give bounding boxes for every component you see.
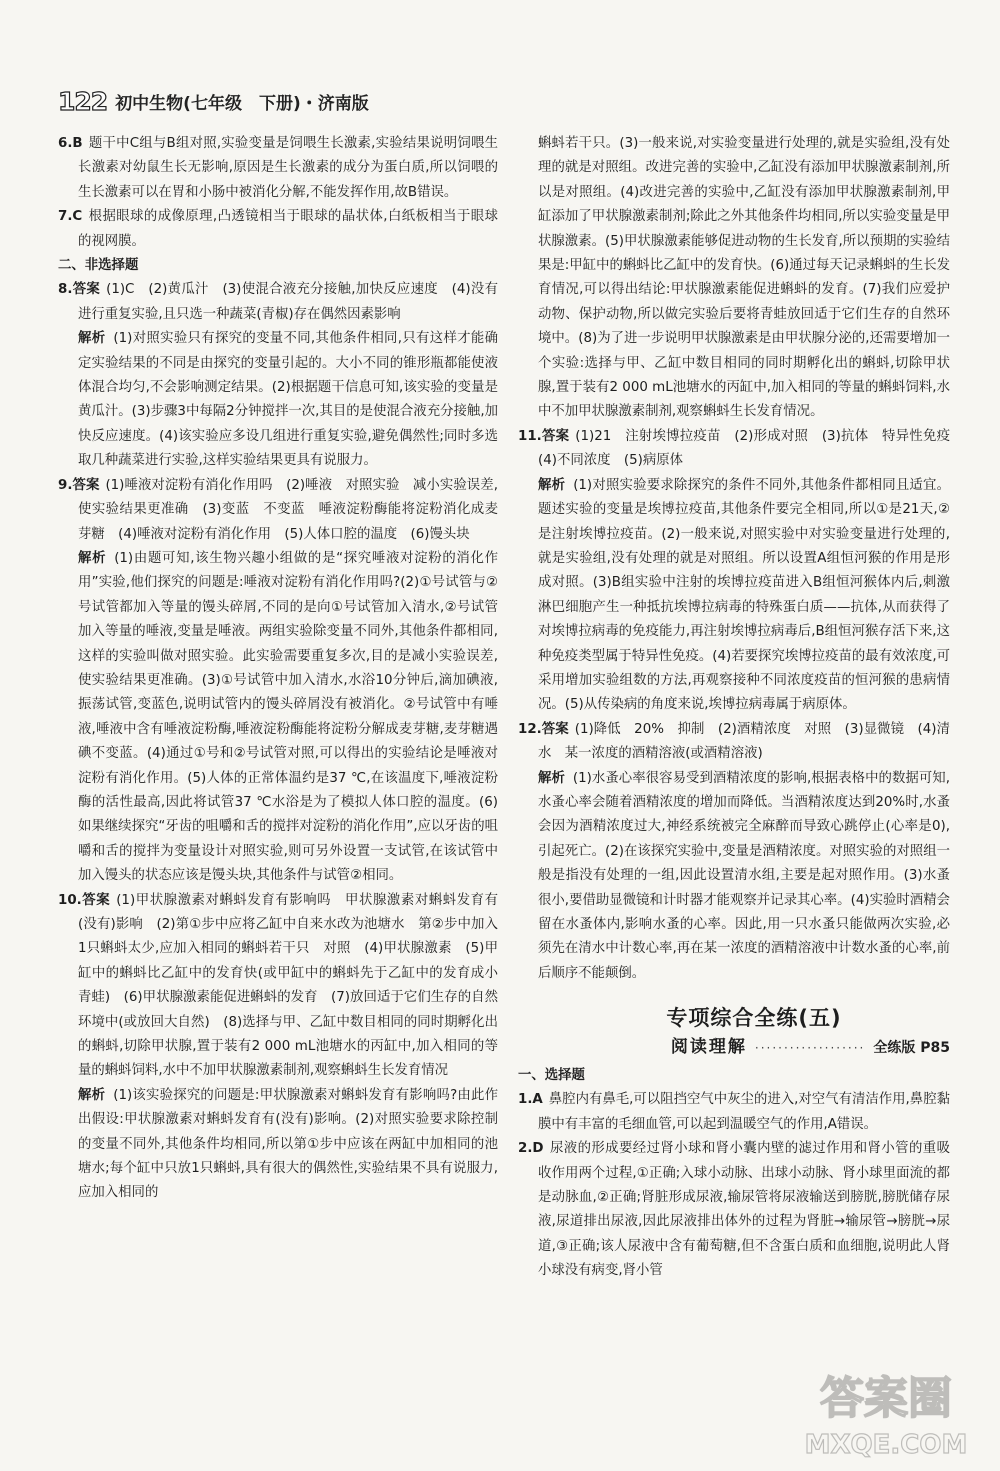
section-heading-1: 一、选择题 (518, 1068, 585, 1084)
watermark-logo (786, 1355, 986, 1465)
question-12-analysis-text: (1)水蚤心率很容易受到酒精浓度的影响,根据表格中的数据可知,水蚤心率会随着酒精浓度的增加而降低。当酒精浓度达到20%时,水蚤会因为酒精浓度过大,神经系统被完全麻醉而导致心跳停止(心率是0),引起死亡。(2)在该探究实验中,变量是酒精浓度。对照实验的对照组一般是指没有处理的一组,因此设置清水组,主要是起对照作用。(3)水蚤很小,要借助显微镜和计时器才能观察并记录其心率。(4)实验时酒精会留在水蚤体内,影响水蚤的心率。因此,用一只水蚤只能做两次实验,必须先在清水中计数心率,再在某一浓度的酒精溶液中计数水蚤的心率,前后顺序不能颠倒。 (538, 770, 950, 981)
question-8-answer-text: (1)C (2)黄瓜汁 (3)使混合液充分接触,加快反应速度 (4)没有进行重复实验,且只选一种蔬菜(青椒)存在偶然因素影响 (78, 282, 498, 322)
section-heading-2: 二、非选择题 (58, 258, 139, 274)
question-10-analysis-text: (1)该实验探究的问题是:甲状腺激素对蝌蚪发育有影响吗?由此作出假设:甲状腺激素对蝌蚪发育有(没有)影响。(2)对照实验要求除控制的变量不同外,其他条件均相同,所以第①步中应该在两缸中加相同的池塘水;每个缸中只放1只蝌蚪,具有很大的偶然性,实验结果不具有说服力,应加入相同的 (78, 1087, 498, 1201)
book-title: 初中生物(七年级 下册)・济南版 (115, 93, 369, 114)
question-8-analysis (58, 327, 498, 473)
question-11-answer-text: (1)21 注射埃博拉疫苗 (2)形成对照 (3)抗体 特异性免疫 (4)不同浓度 (5)病原体 (538, 428, 964, 469)
question-8-analysis-text: (1)对照实验只有探究的变量不同,其他条件相同,只有这样才能确定实验结果的不同是由探究的变量引起的。大小不同的锥形瓶都能使液体混合均匀,不会影响测定结果。(2)根据题干信息可知,该实验的变量是黄瓜汁。(3)步骤3中每隔2分钟搅拌一次,其目的是使混合液充分接触,加快反应速度。(4)该实验应多设几组进行重复实验,避免偶然性;同时多选取几种蔬菜进行实验,这样实验结果更具有说服力。 (78, 331, 498, 469)
special-question-2-text: 尿液的形成要经过肾小球和肾小囊内壁的滤过作用和肾小管的重吸收作用两个过程,①正确;入球小动脉、出球小动脉、肾小球里面流的都是动脉血,②正确;肾脏形成尿液,输尿管将尿液输送到膀胱,膀胱储存尿液,尿道排出尿液,因此尿液排出体外的过程为肾脏→输尿管→膀胱→尿道,③正确;该人尿液中含有葡萄糖,但不含蛋白质和血细胞,说明此人肾小球没有病变,肾小管 (538, 1141, 950, 1279)
question-12-label: 12.答案 (518, 721, 569, 737)
special-question-1-label: 1.A (518, 1092, 543, 1108)
question-10-analysis-continued: 蝌蚪若干只。(3)一般来说,对实验变量进行处理的,就是实验组,没有处理的就是对照组。改进完善的实验中,乙缸没有添加甲状腺激素制剂,所以是对照组。(4)改进完善的实验中,乙缸没有添加甲状腺激素制剂,甲缸添加了甲状腺激素制剂;除此之外其他条件均相同,所以实验变量是甲状腺激素。(5)甲状腺激素能够促进动物的生长发育,所以预期的实验结果是:甲缸中的蝌蚪比乙缸中的发育快。(6)通过每天记录蝌蚪的生长发育情况,可以得出结论:甲状腺激素能促进蝌蚪的发育。(7)我们应爱护动物、保护动物,所以做完实验后要将青蛙放回适于它们生存的自然环境中。(8)为了进一步说明甲状腺激素是由甲状腺分泌的,还需要增加一个实验:选择与甲、乙缸中数目相同的同时期孵化出的蝌蚪,切除甲状腺,置于装有2 000 mL池塘水的丙缸中,加入相同的等量的蝌蚪饲料,水中不加甲状腺激素制剂,观察蝌蚪生长发育情况。 (538, 136, 950, 420)
question-7-text: 根据眼球的成像原理,凸透镜相当于眼球的晶状体,白纸板相当于眼球的视网膜。 (78, 209, 498, 249)
question-9-label: 9.答案 (58, 477, 100, 493)
question-11-analysis-label: 解析 (538, 477, 566, 493)
question-11-answer (518, 425, 964, 474)
page-reference: 全练版 P85 (873, 1039, 950, 1056)
special-question-1-text: 鼻腔内有鼻毛,可以阻挡空气中灰尘的进入,对空气有清洁作用,鼻腔黏膜中有丰富的毛细血管,可以起到温暖空气的作用,A错误。 (538, 1092, 950, 1132)
watermark-line-2: MXQE.COM (804, 1430, 968, 1460)
question-12-answer-text: (1)降低 20% 抑制 (2)酒精浓度 对照 (3)显微镜 (4)清水 某一浓度的酒精溶液(或酒精溶液) (538, 721, 950, 762)
question-10-analysis-label: 解析 (78, 1087, 106, 1103)
question-8-analysis-label: 解析 (78, 331, 106, 347)
question-11-analysis-text: (1)对照实验要求除探究的条件不同外,其他条件都相同且适宜。题述实验的变量是埃博拉疫苗,其他条件要完全相同,所以①是21天,②是注射埃博拉疫苗。(2)一般来说,对照实验中对实验变量进行处理的,就是实验组,没有处理的就是对照组。所以设置A组恒河猴的作用是形成对照。(3)B组实验中注射的埃博拉疫苗进入B组恒河猴体内后,刺激淋巴细胞产生一种抵抗埃博拉病毒的特殊蛋白质——抗体,从而获得了对埃博拉病毒的免疫能力,再注射埃博拉病毒后,B组恒河猴存活下来,这种免疫类型属于特异性免疫。(4)若要探究埃博拉疫苗的最有效浓度,可采用增加实验组数的方法,再观察接种不同浓度疫苗的恒河猴的患病情况。(5)从传染病的角度来说,埃博拉病毒属于病原体。 (538, 477, 950, 713)
question-10-label: 10.答案 (58, 892, 111, 908)
question-10-analysis (58, 1084, 498, 1206)
page-number: 122 (58, 86, 108, 116)
question-7-label: 7.C (58, 209, 83, 225)
question-12-analysis-label: 解析 (538, 770, 565, 786)
question-6 (58, 132, 498, 205)
question-12-answer (518, 718, 950, 767)
special-question-2 (518, 1137, 950, 1283)
left-column (58, 132, 498, 1206)
special-question-1 (518, 1088, 950, 1137)
page-header (58, 84, 369, 118)
leader-dots: ··················· (754, 1040, 866, 1055)
special-question-2-label: 2.D (518, 1141, 544, 1157)
question-11-label: 11.答案 (518, 428, 570, 444)
question-8-label: 8.答案 (58, 282, 101, 298)
question-12-analysis (518, 767, 950, 987)
question-9-analysis (58, 547, 498, 889)
reading-heading-row (518, 1035, 950, 1060)
question-10-answer-text: (1)甲状腺激素对蝌蚪发育有影响吗 甲状腺激素对蝌蚪发育有(没有)影响 (2)第①步中应将乙缸中自来水改为池塘水 第②步中加入1只蝌蚪太少,应加入相同的蝌蚪若干只 对照 (4)甲状腺激素 (5)甲缸中的蝌蚪比乙缸中的发育快(或甲缸中的蝌蚪先于乙缸中的发育成小青蛙) (6)甲状腺激素能促进蝌蚪的发育 (7)放回适于它们生存的自然环境中(或放回大自然) (8)选择与甲、乙缸中数目相同的同时期孵化出的蝌蚪,切除甲状腺,置于装有2 000 mL池塘水的丙缸中,加入相同的等量的蝌蚪饲料,水中不加甲状腺激素制剂,观察蝌蚪生长发育情况 (78, 892, 498, 1079)
special-section-title: 专项综合全练(五) (666, 1006, 842, 1031)
question-6-label: 6.B (58, 136, 83, 151)
question-8-answer (58, 278, 498, 327)
watermark-line-1: 答案圈 (820, 1373, 952, 1424)
question-6-text: 题干中C组与B组对照,实验变量是饲喂生长激素,实验结果说明饲喂生长激素对幼鼠生长无影响,原因是生长激素的成分为蛋白质,所以饲喂的生长激素可以在胃和小肠中被消化分解,不能发挥作用,故B错误。 (78, 136, 498, 200)
question-9-answer (58, 474, 498, 547)
question-9-answer-text: (1)唾液对淀粉有消化作用吗 (2)唾液 对照实验 减小实验误差,使实验结果更准确 (3)变蓝 不变蓝 唾液淀粉酶能将淀粉消化成麦芽糖 (4)唾液对淀粉有消化作用 (5)人体口腔的温度 (6)馒头块 (78, 477, 498, 542)
question-9-analysis-label: 解析 (78, 550, 107, 566)
right-column (518, 132, 964, 1284)
question-11-analysis (518, 474, 950, 718)
question-7 (58, 205, 498, 254)
reading-heading: 阅读理解 (670, 1036, 747, 1057)
question-9-analysis-text: (1)由题可知,该生物兴趣小组做的是“探究唾液对淀粉的消化作用”实验,他们探究的问题是:唾液对淀粉有消化作用吗?(2)①号试管与②号试管都加入等量的馒头碎屑,不同的是向①号试管加入清水,②号试管加入等量的唾液,变量是唾液。两组实验除变量不同外,其他条件都相同,这样的实验叫做对照实验。此实验需要重复多次,目的是减小实验误差,使实验结果更准确。(3)①号试管中加入清水,水浴10分钟后,滴加碘液,振荡试管,变蓝色,说明试管内的馒头碎屑没有被消化。②号试管中有唾液,唾液中含有唾液淀粉酶,唾液淀粉酶能将淀粉分解成麦芽糖,麦芽糖遇碘不变蓝。(4)通过①号和②号试管对照,可以得出的实验结论是唾液对淀粉有消化作用。(5)人体的正常体温约是37 ℃,在该温度下,唾液淀粉酶的活性最高,因此将试管37 ℃水浴是为了模拟人体口腔的温度。(6)如果继续探究“牙齿的咀嚼和舌的搅拌对淀粉的消化作用”,应以牙齿的咀嚼和舌的搅拌为变量设计对照实验,则可另外设置一支试管,在该试管中加入馒头的状态应该是馒头块,其他条件与试管②相同。 (78, 550, 498, 884)
question-10-answer (58, 889, 498, 1084)
